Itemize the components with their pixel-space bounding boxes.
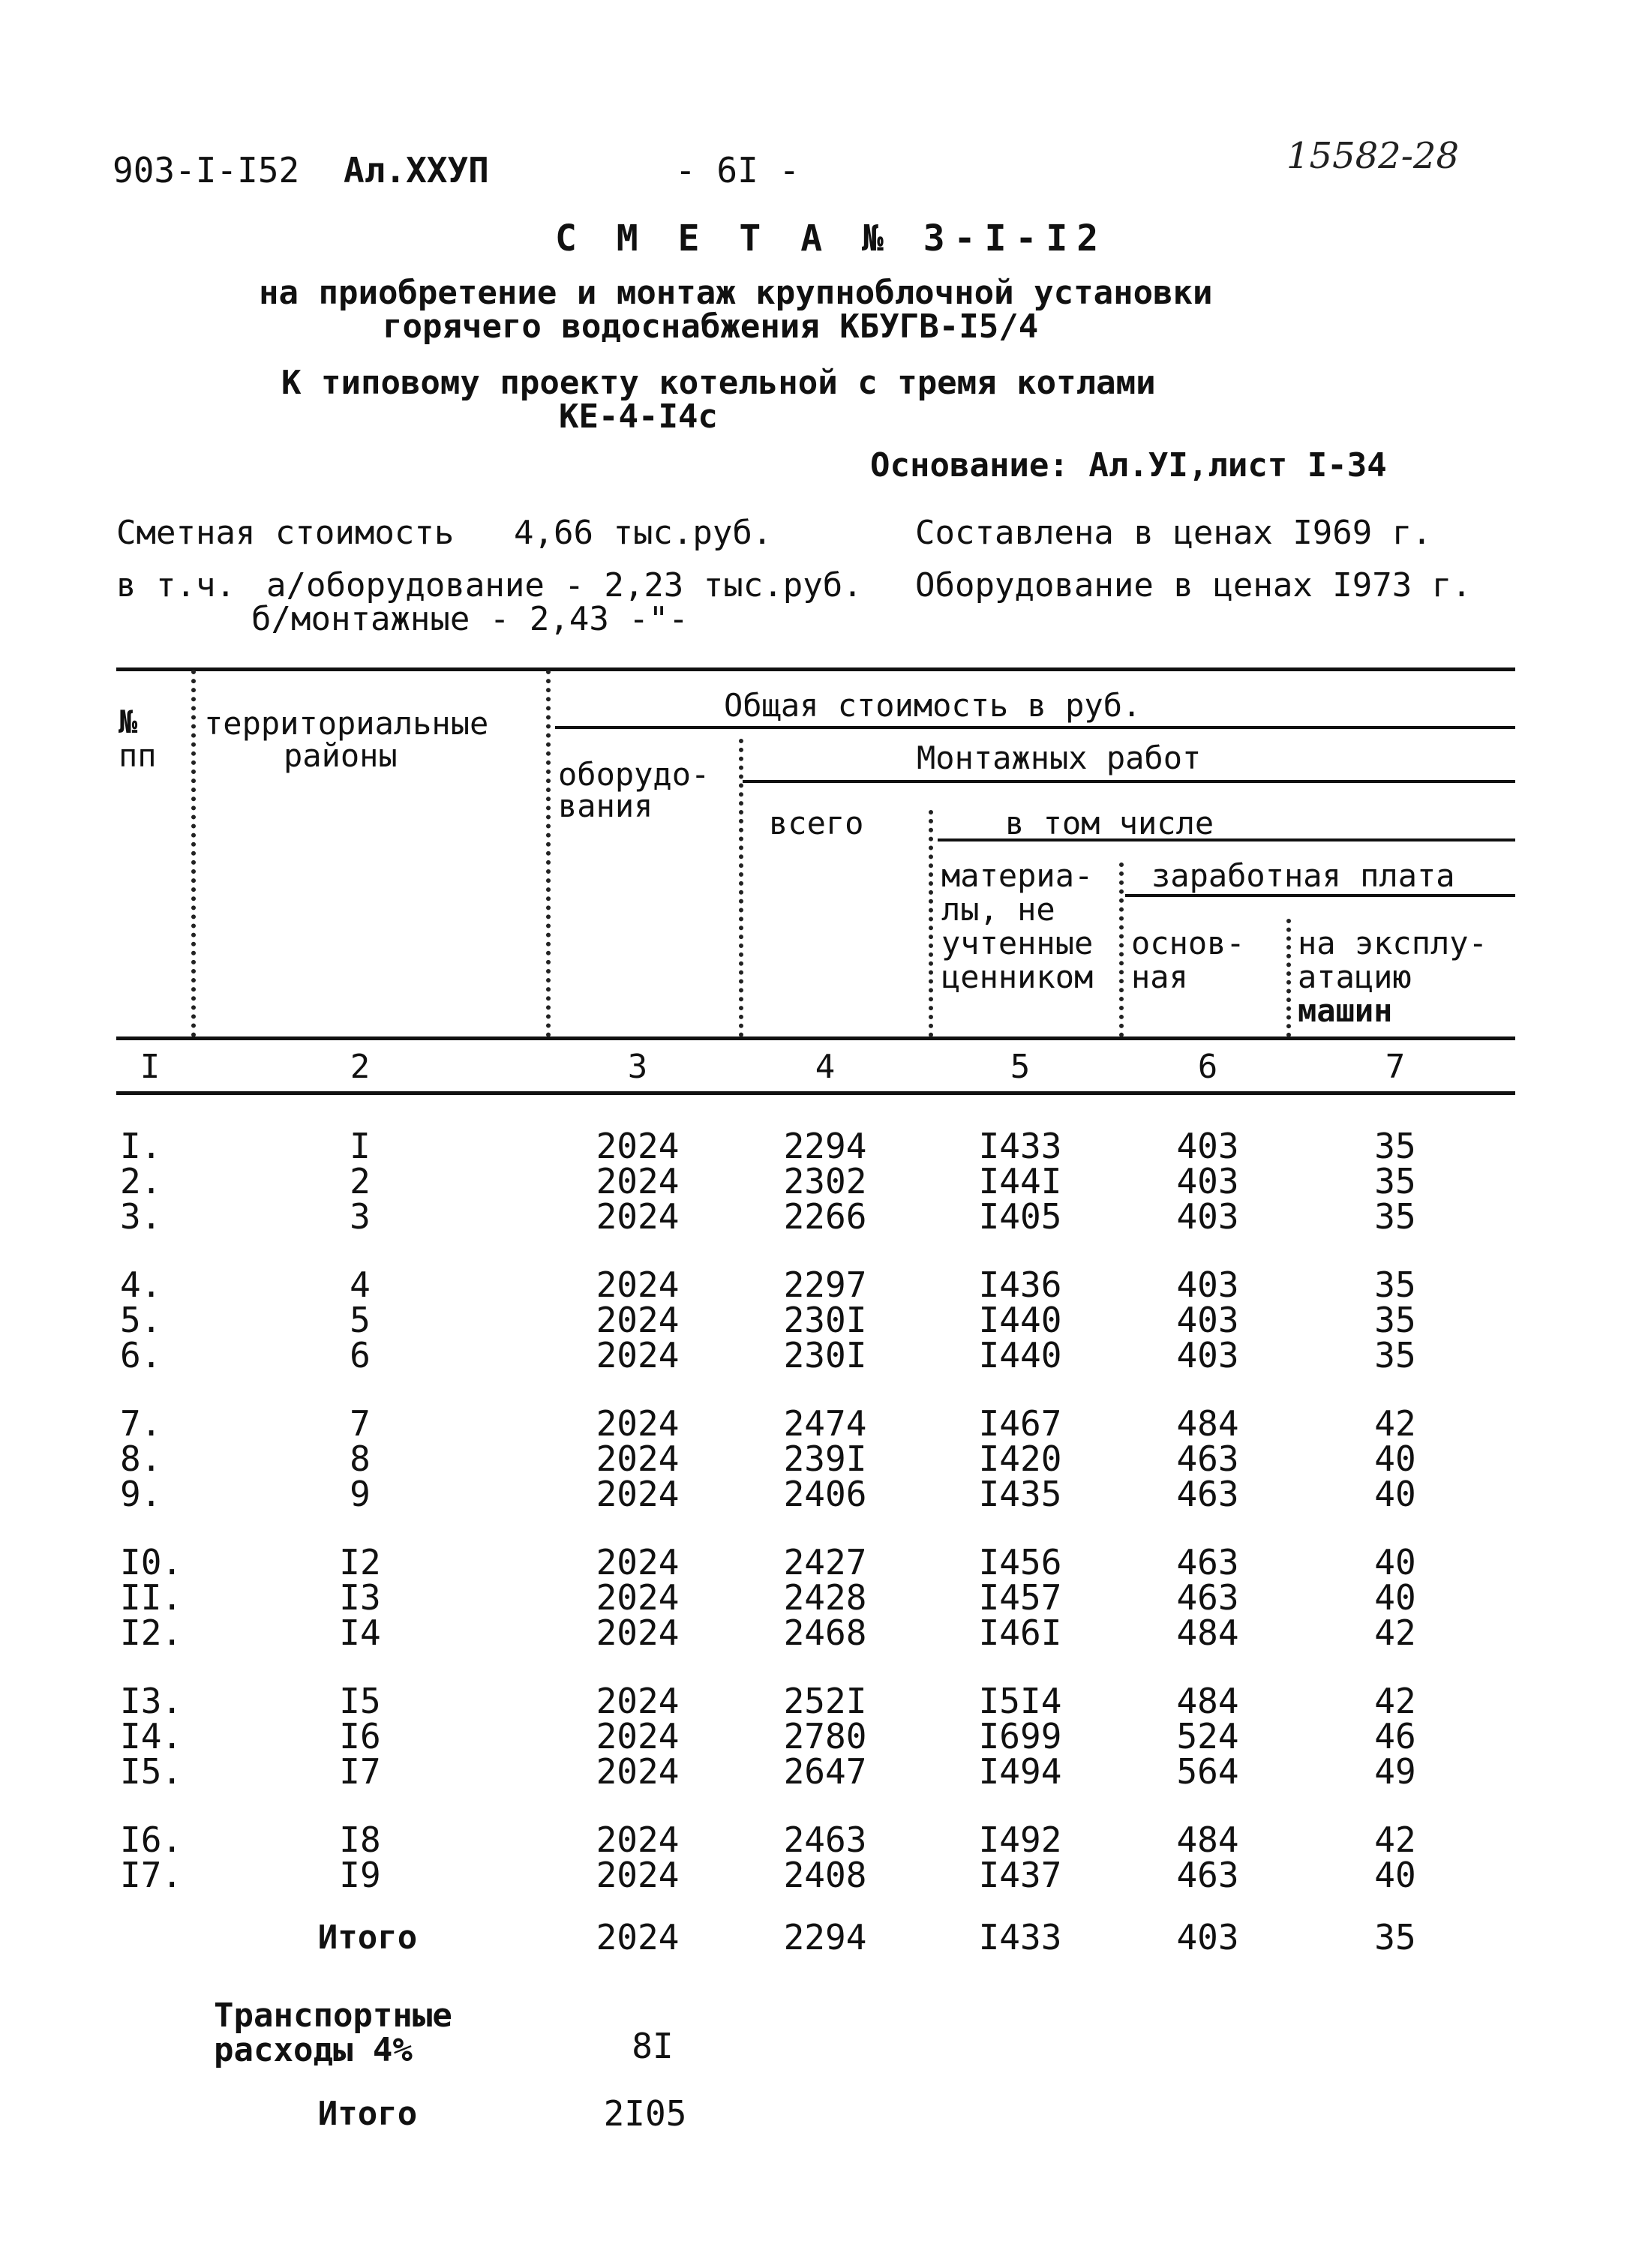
district-cell: I8 I9 [339, 1820, 381, 1895]
prices-year: Составлена в ценах I969 г. [915, 514, 1432, 552]
row-number-cell: I6. I7. [120, 1820, 183, 1895]
machines-cell: 42 40 40 [1374, 1403, 1416, 1514]
grand-total-label: Итого [317, 2095, 418, 2133]
equipment-cell: 2024 2024 2024 [596, 1264, 680, 1376]
basic-wages-cell: 484 463 463 [1176, 1403, 1239, 1514]
total-cost-rule [555, 726, 1515, 729]
total-basic-wages: 403 [1176, 1917, 1239, 1958]
equipment-cell: 2024 2024 2024 [596, 1403, 680, 1514]
header-including: в том числе [1005, 805, 1214, 842]
header-machines-3: машин [1298, 992, 1393, 1029]
col-number-3: 3 [627, 1048, 648, 1086]
row-number-cell: I. 2. 3. [120, 1126, 162, 1237]
installation-line: б/монтажные - 2,43 -"- [251, 600, 689, 638]
row-number-cell: I3. I4. I5. [120, 1681, 183, 1792]
title-line-3: К типовому проекту котельной с тремя котлами [281, 364, 1156, 402]
transport-label-1: Транспортные [214, 1996, 452, 2035]
total-machines: 35 [1374, 1917, 1416, 1958]
header-district-1: территориальные [204, 705, 489, 742]
header-bottom-rule [116, 1036, 1515, 1040]
header-equipment-2: вания [558, 788, 653, 824]
installation-total-cell: 2427 2428 2468 [783, 1542, 867, 1653]
col-separator-6 [1286, 919, 1291, 1037]
col-number-7: 7 [1385, 1048, 1406, 1086]
title-line-2: горячего водоснабжения КБУГВ-I5/4 [383, 308, 1039, 346]
col-number-6: 6 [1197, 1048, 1218, 1086]
header-all: всего [769, 805, 864, 842]
materials-cell: I436 I440 I440 [978, 1264, 1062, 1376]
basic-wages-cell: 403 403 403 [1176, 1126, 1239, 1237]
installation-total-cell: 252I 2780 2647 [783, 1681, 867, 1792]
header-basic-1: основ- [1131, 925, 1245, 962]
cost-label: Сметная стоимость [116, 514, 455, 552]
installation-total-cell: 2474 239I 2406 [783, 1403, 867, 1514]
header-total-cost: Общая стоимость в руб. [724, 687, 1142, 724]
machines-cell: 35 35 35 [1374, 1126, 1416, 1237]
row-number-cell: 7. 8. 9. [120, 1403, 162, 1514]
materials-cell: I492 I437 [978, 1820, 1062, 1895]
estimate-title: С М Е Т А № 3-I-I2 [555, 218, 1108, 260]
equipment-cell: 2024 2024 2024 [596, 1126, 680, 1237]
transport-value: 8I [632, 2026, 674, 2066]
album-number: Ал.XXУП [344, 150, 489, 190]
col-number-2: 2 [350, 1048, 371, 1086]
equipment-cell: 2024 2024 2024 [596, 1681, 680, 1792]
document-code: 903-I-I52 [113, 150, 300, 190]
header-materials-3: учтенные [941, 925, 1094, 962]
stamp-number: 15582-28 [1286, 135, 1459, 177]
materials-cell: I433 I44I I405 [978, 1126, 1062, 1237]
total-equipment: 2024 [596, 1917, 680, 1958]
col-number-4: 4 [815, 1048, 836, 1086]
total-materials: I433 [978, 1917, 1062, 1958]
header-materials-4: ценником [941, 958, 1094, 995]
transport-label-2: расходы 4% [214, 2031, 413, 2069]
installation-rule [743, 780, 1515, 783]
header-district-2: районы [284, 737, 398, 774]
district-cell: I2 I3 I4 [339, 1542, 381, 1653]
header-materials-1: материа- [941, 857, 1094, 894]
col-number-5: 5 [1010, 1048, 1031, 1086]
grand-total-value: 2I05 [603, 2093, 687, 2134]
total-label: Итого [317, 1918, 418, 1957]
title-line-1: на приобретение и монтаж крупноблочной установки [259, 274, 1213, 312]
header-machines-2: атацию [1298, 958, 1412, 995]
col-separator-4 [929, 810, 933, 1037]
row-number-cell: I0. II. I2. [120, 1542, 183, 1653]
total-installation: 2294 [783, 1917, 867, 1958]
header-wages: заработная плата [1151, 857, 1455, 894]
materials-cell: I5I4 I699 I494 [978, 1681, 1062, 1792]
installation-total-cell: 2294 2302 2266 [783, 1126, 867, 1237]
basic-wages-cell: 403 403 403 [1176, 1264, 1239, 1376]
col-numbers-rule [116, 1091, 1515, 1095]
page-number: - 6I - [675, 150, 800, 190]
installation-total-cell: 2297 230I 230I [783, 1264, 867, 1376]
district-cell: I5 I6 I7 [339, 1681, 381, 1792]
machines-cell: 40 40 42 [1374, 1542, 1416, 1653]
col-separator-3 [739, 739, 743, 1037]
wages-rule [1125, 894, 1515, 897]
equipment-line: а/оборудование - 2,23 тыс.руб. [266, 566, 863, 604]
cost-value: 4,66 тыс.руб. [514, 514, 773, 552]
row-number-cell: 4. 5. 6. [120, 1264, 162, 1376]
district-cell: I 2 3 [350, 1126, 371, 1237]
district-cell: 4 5 6 [350, 1264, 371, 1376]
machines-cell: 35 35 35 [1374, 1264, 1416, 1376]
installation-total-cell: 2463 2408 [783, 1820, 867, 1895]
basis-reference: Основание: Ал.УI,лист I-34 [870, 446, 1387, 484]
header-basic-2: ная [1131, 958, 1188, 995]
title-line-4: КЕ-4-I4с [559, 398, 718, 436]
incl-label: в т.ч. [116, 566, 236, 604]
basic-wages-cell: 484 463 [1176, 1820, 1239, 1895]
col-number-1: I [140, 1048, 161, 1086]
materials-cell: I456 I457 I46I [978, 1542, 1062, 1653]
header-installation: Монтажных работ [917, 740, 1202, 776]
machines-cell: 42 40 [1374, 1820, 1416, 1895]
header-equipment-1: оборудо- [558, 756, 710, 793]
header-no-2: пп [119, 737, 157, 774]
header-machines-1: на эксплу- [1298, 925, 1487, 962]
materials-cell: I467 I420 I435 [978, 1403, 1062, 1514]
table-top-rule [116, 668, 1515, 671]
header-materials-2: лы, не [941, 891, 1055, 928]
district-cell: 7 8 9 [350, 1403, 371, 1514]
equipment-cell: 2024 2024 [596, 1820, 680, 1895]
col-separator-5 [1119, 862, 1124, 1037]
header-no: № [119, 704, 138, 740]
basic-wages-cell: 463 463 484 [1176, 1542, 1239, 1653]
equipment-cell: 2024 2024 2024 [596, 1542, 680, 1653]
col-separator-2 [546, 670, 551, 1037]
machines-cell: 42 46 49 [1374, 1681, 1416, 1792]
col-separator-1 [191, 670, 196, 1037]
basic-wages-cell: 484 524 564 [1176, 1681, 1239, 1792]
equipment-prices: Оборудование в ценах I973 г. [915, 566, 1472, 604]
